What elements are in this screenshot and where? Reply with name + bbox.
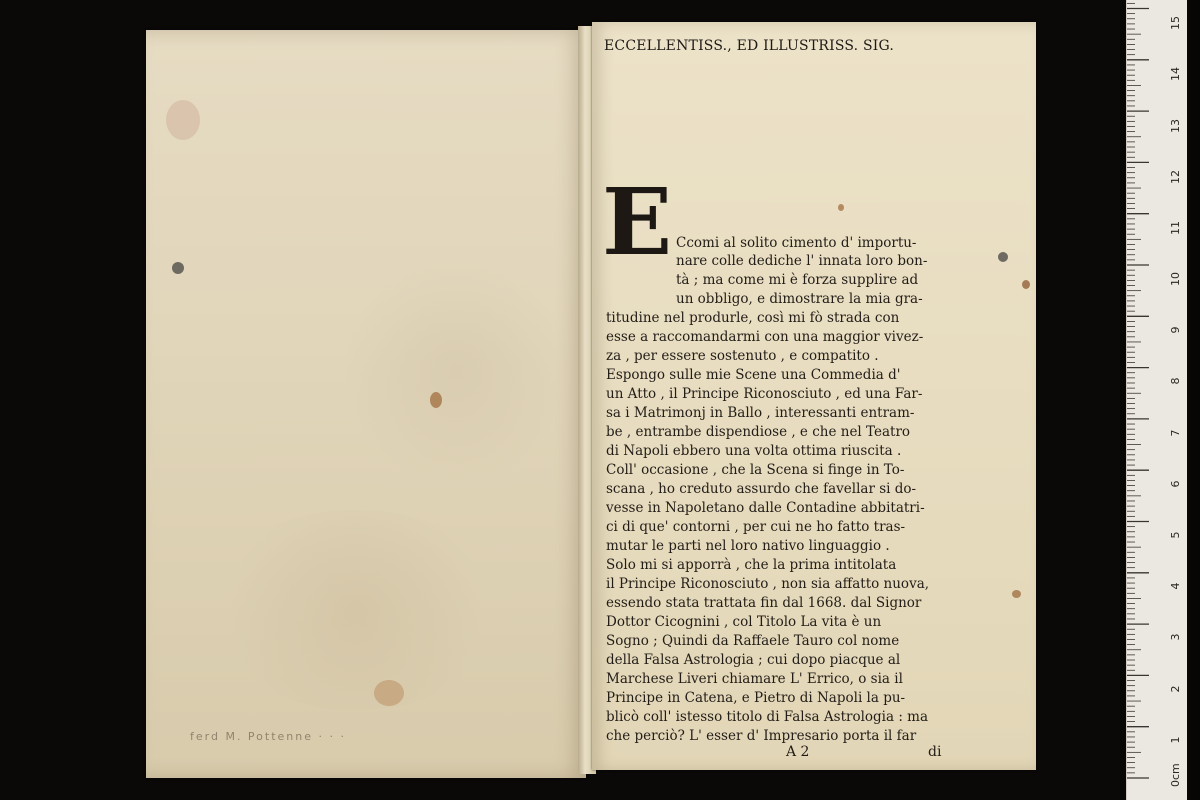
page-signature: A 2: [786, 744, 810, 760]
ruler-label: 8: [1169, 377, 1182, 385]
ruler-label: 4: [1169, 582, 1182, 590]
text-line: di Napoli ebbero una volta ottima riuscita .: [606, 443, 902, 459]
ruler-label: 3: [1169, 633, 1182, 641]
binding-hole: [172, 262, 184, 274]
text-line: sa i Matrimonj in Ballo , interessanti entram-: [606, 405, 915, 421]
text-line: blicò coll' istesso titolo di Falsa Astrologia : ma: [606, 709, 929, 725]
ruler-label: 1: [1169, 736, 1182, 744]
text-line: vesse in Napoletano dalle Contadine abbitatri-: [606, 500, 925, 516]
ruler-label: 13: [1169, 119, 1182, 133]
ruler-label: 14: [1169, 67, 1182, 81]
drop-cap: E: [602, 168, 673, 276]
text-line: tà ; ma come mi è forza supplire ad: [676, 272, 919, 288]
text-line: della Falsa Astrologia ; cui dopo piacque al: [606, 652, 901, 668]
ruler-label: 7: [1169, 429, 1182, 437]
left-page: [146, 30, 586, 778]
ruler-label: 5: [1169, 531, 1182, 539]
text-line: scana , ho creduto assurdo che favellar si do-: [606, 481, 917, 497]
text-line: che perciò? L' esser d' Impresario porta il far: [606, 728, 917, 744]
text-line: un Atto , il Principe Riconosciuto , ed una Far-: [606, 386, 923, 402]
ruler-label: 6: [1169, 480, 1182, 488]
text-line: Solo mi si apporrà , che la prima intitolata: [606, 557, 897, 573]
text-line: il Principe Riconosciuto , non sia affatto nuova,: [606, 576, 930, 592]
text-line: nare colle dediche l' innata loro bon-: [676, 253, 928, 269]
handwritten-marginalia: ferd M. Pottenne · · ·: [190, 730, 346, 743]
text-line: Dottor Cicognini , col Titolo La vita è un: [606, 614, 882, 630]
ruler-label: 12: [1169, 170, 1182, 184]
text-line: titudine nel produrle, così mi fò strada con: [606, 310, 900, 326]
text-line: Marchese Liveri chiamare L' Errico, o sia il: [606, 671, 903, 687]
ruler-label: 0cm: [1169, 763, 1182, 787]
foxing-spot: [1012, 590, 1021, 598]
text-line: mutar le parti nel loro nativo linguaggio .: [606, 538, 890, 554]
text-line: ci di que' contorni , per cui ne ho fatto tras-: [606, 519, 906, 535]
foxing-spot: [430, 392, 442, 408]
text-line: Ccomi al solito cimento d' importu-: [676, 235, 917, 251]
running-head: ECCELLENTISS., ED ILLUSTRISS. SIG.: [604, 38, 895, 54]
text-line: Sogno ; Quindi da Raffaele Tauro col nome: [606, 633, 900, 649]
text-line: esse a raccomandarmi con una maggior vivez-: [606, 329, 924, 345]
text-line: Coll' occasione , che la Scena si finge in To-: [606, 462, 905, 478]
ruler-label: 11: [1169, 221, 1182, 235]
ruler-label: 10: [1169, 272, 1182, 286]
text-line: Espongo sulle mie Scene una Commedia d': [606, 367, 901, 383]
show-through-stain: [206, 510, 506, 710]
text-line: za , per essere sostenuto , e compatito .: [606, 348, 879, 364]
foxing-spot: [1022, 280, 1030, 289]
text-line: un obbligo, e dimostrare la mia gra-: [676, 291, 923, 307]
binding-hole: [998, 252, 1008, 262]
text-line: be , entrambe dispendiose , e che nel Teatro: [606, 424, 911, 440]
text-line: essendo stata trattata fin dal 1668. dal Signor: [606, 595, 922, 611]
show-through-stain: [336, 260, 576, 480]
text-line: Principe in Catena, e Pietro di Napoli la pu-: [606, 690, 906, 706]
ruler-label: 15: [1169, 16, 1182, 30]
right-page: [592, 22, 1036, 770]
ink-stain: [166, 100, 200, 140]
ruler-label: 9: [1169, 326, 1182, 334]
foxing-spot: [838, 204, 844, 211]
ruler-label: 2: [1169, 685, 1182, 693]
catchword: di: [928, 744, 942, 760]
foxing-spot: [374, 680, 404, 706]
